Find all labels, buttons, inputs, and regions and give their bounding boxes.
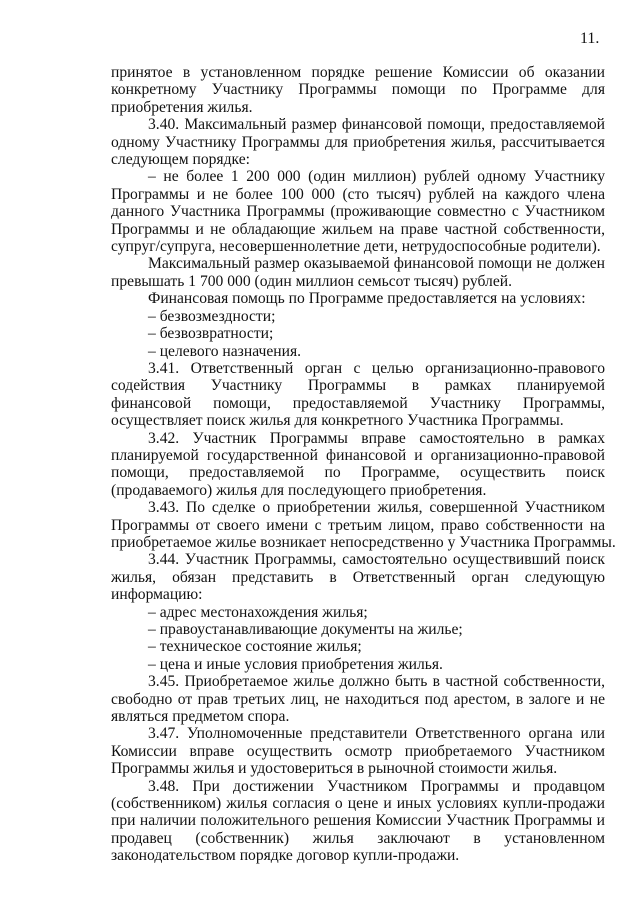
text-line: – техническое состояние жилья; bbox=[148, 638, 362, 656]
text-line: жилья, обязан представить в Ответственный орган следующую bbox=[111, 568, 605, 586]
text-line: Комиссии вправе осуществить осмотр приобретаемого Участником bbox=[111, 742, 605, 760]
text-line: планируемой государственной финансовой и организационно-правовой bbox=[111, 446, 605, 464]
text-line: – правоустанавливающие документы на жилье; bbox=[148, 621, 463, 638]
paragraph bbox=[111, 725, 605, 777]
paragraph bbox=[111, 656, 605, 673]
text-line: 3.45. Приобретаемое жилье должно быть в частной собственности, bbox=[148, 673, 605, 691]
text-line: финансовой помощи, предоставляемой Участнику Программы, bbox=[111, 394, 605, 412]
text-line: содействия Участнику Программы в рамках планируемой bbox=[111, 377, 605, 395]
text-line: 3.44. Участник Программы, самостоятельно осуществивший поиск bbox=[148, 551, 605, 569]
text-line: превышать 1 700 000 (один миллион семьсот тысяч) рублей. bbox=[111, 272, 512, 290]
text-line: Максимальный размер оказываемой финансовой помощи не должен bbox=[148, 255, 605, 273]
text-line: информацию: bbox=[111, 586, 203, 604]
text-line: приобретения жилья. bbox=[111, 98, 253, 116]
page-number: 11. bbox=[580, 30, 600, 47]
paragraph bbox=[111, 343, 605, 360]
text-line: 3.42. Участник Программы вправе самостоятельно в рамках bbox=[148, 429, 605, 447]
paragraph bbox=[111, 551, 605, 603]
paragraph bbox=[111, 778, 605, 865]
text-line: 3.41. Ответственный орган с целью организационно-правового bbox=[148, 359, 605, 377]
text-line: являться предметом спора. bbox=[111, 708, 290, 726]
paragraph bbox=[111, 360, 605, 430]
text-line: Программы от своего имени с третьим лицом, право собственности на bbox=[111, 516, 605, 534]
paragraph bbox=[111, 308, 605, 325]
text-line: законодательством порядке договор купли-продажи. bbox=[111, 847, 460, 865]
text-line: продавец (собственник) жилья заключают в установленном bbox=[111, 829, 605, 847]
paragraph bbox=[111, 673, 605, 725]
text-line: Программы и не более 100 000 (сто тысяч) рублей на каждого члена bbox=[111, 185, 605, 203]
text-line: конкретному Участнику Программы помощи по Программе для bbox=[111, 81, 605, 99]
text-line: 3.48. При достижении Участником Программы и продавцом bbox=[148, 777, 605, 795]
text-line: – целевого назначения. bbox=[148, 342, 302, 360]
paragraph bbox=[111, 430, 605, 500]
text-line: свободно от прав третьих лиц, не находиться под арестом, в залоге и не bbox=[111, 690, 605, 708]
text-line: следующем порядке: bbox=[111, 151, 250, 169]
text-line: 3.47. Уполномоченные представители Ответственного органа или bbox=[148, 725, 605, 743]
document-body bbox=[111, 64, 616, 865]
text-line: (собственником) жилья согласия о цене и иных условиях купли-продажи bbox=[111, 795, 605, 813]
text-line: Программы и не обладающие жильем на праве частной собственности, bbox=[111, 220, 605, 238]
text-line: 3.40. Максимальный размер финансовой помощи, предоставляемой bbox=[148, 116, 605, 134]
text-line: – безвозвратности; bbox=[148, 325, 274, 343]
paragraph bbox=[111, 499, 616, 551]
text-line: принятое в установленном порядке решение Комиссии об оказании bbox=[111, 64, 605, 81]
paragraph bbox=[111, 325, 605, 342]
paragraph bbox=[111, 64, 605, 116]
text-line: данного Участника Программы (проживающие совместно с Участником bbox=[111, 203, 605, 221]
text-line: помощи, предоставляемой по Программе, осуществить поиск bbox=[111, 464, 605, 482]
text-line: – не более 1 200 000 (один миллион) рублей одному Участнику bbox=[148, 168, 605, 186]
paragraph bbox=[111, 255, 605, 290]
text-line: – цена и иные условия приобретения жилья. bbox=[148, 655, 443, 673]
text-line: осуществляет поиск жилья для конкретного Участника Программы. bbox=[111, 412, 564, 430]
text-line: Программы жилья и удостовериться в рыночной стоимости жилья. bbox=[111, 760, 558, 778]
text-line: при наличии положительного решения Комиссии Участник Программы и bbox=[111, 812, 605, 830]
paragraph bbox=[111, 604, 605, 621]
text-line: одному Участнику Программы для приобретения жилья, рассчитывается bbox=[111, 133, 605, 151]
paragraph bbox=[111, 168, 605, 255]
text-line: – адрес местонахождения жилья; bbox=[148, 603, 368, 621]
text-line: – безвозмездности; bbox=[148, 307, 276, 325]
text-line: (продаваемого) жилья для последующего приобретения. bbox=[111, 481, 487, 499]
paragraph bbox=[111, 621, 605, 638]
text-line: супруг/супруга, несовершеннолетние дети, нетрудоспособные родители). bbox=[111, 238, 601, 256]
text-line: 3.43. По сделке о приобретении жилья, совершенной Участником bbox=[148, 499, 605, 517]
paragraph bbox=[111, 638, 605, 655]
text-line: приобретаемое жилье возникает непосредственно у Участника Программы. bbox=[111, 533, 616, 551]
text-line: Финансовая помощь по Программе предоставляется на условиях: bbox=[148, 290, 586, 308]
paragraph bbox=[111, 116, 605, 168]
paragraph bbox=[111, 290, 605, 307]
